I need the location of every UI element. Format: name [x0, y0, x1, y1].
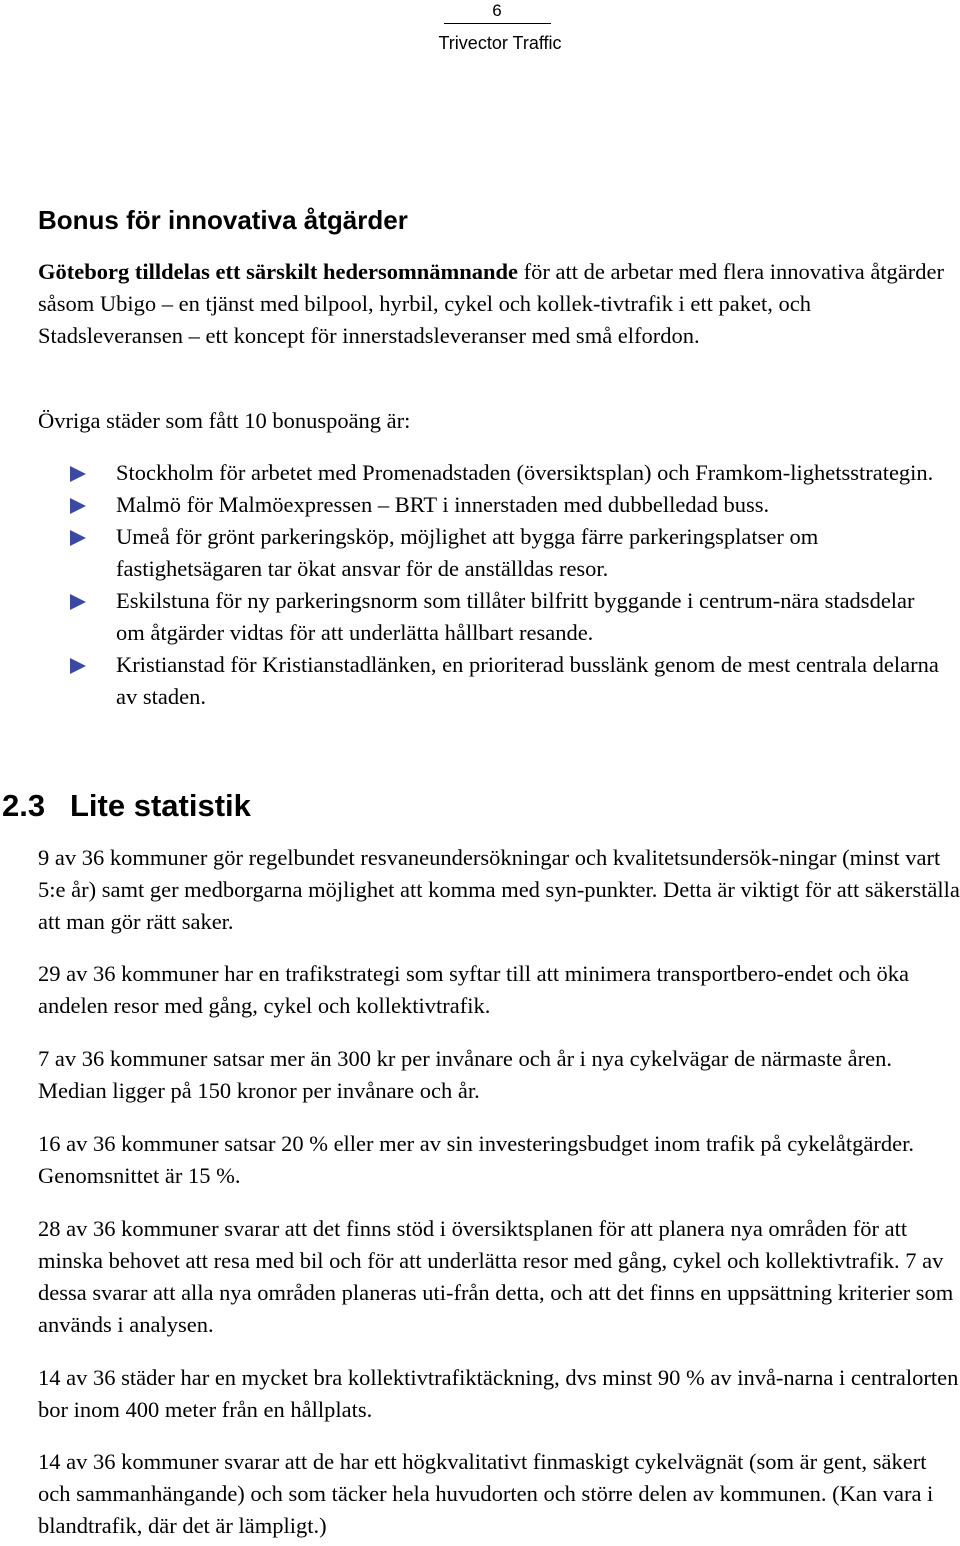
list-item	[0, 457, 960, 489]
section-number: 2.3	[2, 788, 46, 823]
triangle-right-icon	[70, 498, 86, 514]
section-title: Lite statistik	[70, 788, 251, 823]
page-number: 6	[492, 1, 502, 20]
list-item-text: Eskilstuna för ny parkeringsnorm som tillåter bilfritt byggande i centrum-nära stadsdelar om åtgärder vidtas för att underlätta hållbart resande.	[116, 588, 915, 645]
list-item-text: Stockholm för arbetet med Promenadstaden (översiktsplan) och Framkom-lighetsstrategin.	[116, 460, 934, 485]
intro-bold-text: Göteborg tilldelas ett särskilt hedersomnämnande	[38, 259, 518, 284]
statistics-paragraph: 14 av 36 kommuner svarar att de har ett högkvalitativt finmaskigt cykelvägnät (som är gent, säkert och sammanhängande) och som täcker hela huvudorten och större delen av kommunen. (Kan vara i blandtrafik, där det är lämpligt.)	[38, 1449, 934, 1538]
statistics-paragraph: 9 av 36 kommuner gör regelbundet resvaneundersökningar och kvalitetsundersök-ningar (minst vart 5:e år) samt ger medborgarna möjlighet att komma med syn-punkter. Detta är viktigt för att säkerställa att man gör rätt saker.	[38, 845, 960, 934]
list-item-text: Kristianstad för Kristianstadlänken, en prioriterad busslänk genom de mest centrala delarna av staden.	[116, 652, 939, 709]
statistics-paragraph: 7 av 36 kommuner satsar mer än 300 kr per invånare och år i nya cykelvägar de närmaste åren. Median ligger på 150 kronor per invånare och år.	[38, 1046, 893, 1103]
list-item	[0, 489, 960, 521]
list-item	[0, 521, 960, 585]
bonus-heading: Bonus för innovativa åtgärder	[38, 205, 408, 235]
statistics-paragraph: 28 av 36 kommuner svarar att det finns stöd i översiktsplanen för att planera nya områden för att minska behovet att resa med bil och för att underlätta resor med gång, cykel och kollektivtrafik. 7 av dessa svarar att alla nya områden planeras uti-från detta, och att det finns en uppsättning kriterier som används i analysen.	[38, 1216, 954, 1337]
bonus-others-lead: Övriga städer som fått 10 bonuspoäng är:	[38, 408, 411, 433]
list-item	[0, 585, 960, 649]
list-item-text: Umeå för grönt parkeringsköp, möjlighet att bygga färre parkeringsplatser om fastighetsägaren tar ökat ansvar för de anställdas resor.	[116, 524, 819, 581]
section-heading	[2, 786, 251, 826]
bonus-list	[0, 457, 960, 713]
statistics-paragraph: 14 av 36 städer har en mycket bra kollektivtrafiktäckning, dvs minst 90 % av invå-narna i centralorten bor inom 400 meter från en hållplats.	[38, 1365, 959, 1422]
triangle-right-icon	[70, 530, 86, 546]
header-rule	[444, 23, 551, 24]
bonus-intro-paragraph	[38, 256, 960, 352]
statistics-paragraph: 16 av 36 kommuner satsar 20 % eller mer av sin investeringsbudget inom trafik på cykelåtgärder. Genomsnittet är 15 %.	[38, 1131, 914, 1188]
triangle-right-icon	[70, 658, 86, 674]
triangle-right-icon	[70, 466, 86, 482]
running-title: Trivector Traffic	[438, 33, 562, 53]
triangle-right-icon	[70, 594, 86, 610]
statistics-paragraph: 29 av 36 kommuner har en trafikstrategi som syftar till att minimera transportbero-endet och öka andelen resor med gång, cykel och kollektivtrafik.	[38, 961, 909, 1018]
list-item	[0, 649, 960, 713]
list-item-text: Malmö för Malmöexpressen – BRT i innerstaden med dubbelledad buss.	[116, 492, 770, 517]
intro-rest-text: för att de arbetar med flera innovativa åtgärder såsom Ubigo – en tjänst med bilpool, hyrbil, cykel och kollek-tivtrafik i ett paket, och Stadsleveransen – ett koncept för innerstadsleveranser med små elfordon.	[38, 259, 945, 348]
